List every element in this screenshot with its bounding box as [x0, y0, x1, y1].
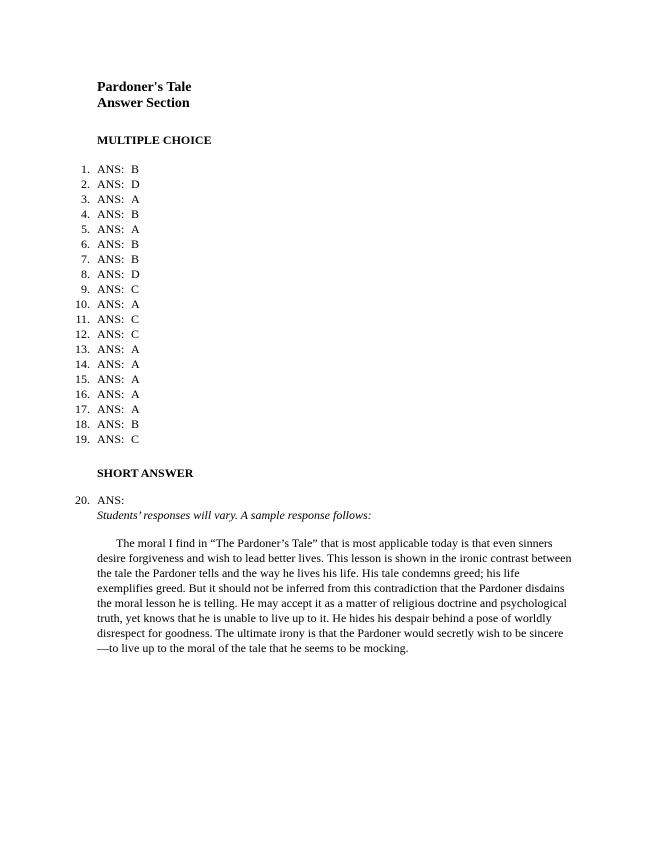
answer-label: ANS: — [97, 252, 125, 266]
short-answer-heading: SHORT ANSWER — [97, 466, 194, 480]
question-number: 16. — [75, 387, 90, 401]
question-number: 11. — [75, 312, 90, 326]
answer-value: C — [131, 327, 140, 341]
answer-row — [0, 192, 663, 207]
answer-label: ANS: — [97, 177, 125, 191]
answer-value: A — [131, 372, 140, 386]
multiple-choice-list — [0, 162, 663, 447]
answer-row — [0, 177, 663, 192]
answer-row — [0, 282, 663, 297]
answer-value: C — [131, 432, 140, 446]
answer-row — [0, 432, 663, 447]
answer-label: ANS: — [97, 282, 125, 296]
document-title-block — [97, 80, 192, 112]
answer-value: D — [131, 177, 140, 191]
answer-label: ANS: — [97, 222, 125, 236]
answer-row — [0, 417, 663, 432]
answer-value: D — [131, 267, 140, 281]
answer-row — [0, 267, 663, 282]
document-title: Pardoner's Tale — [97, 80, 192, 95]
answer-value: C — [131, 282, 140, 296]
answer-value: B — [131, 417, 140, 431]
question-number: 3. — [81, 192, 90, 206]
answer-value: B — [131, 252, 140, 266]
question-number: 1. — [81, 162, 90, 176]
answer-row — [0, 402, 663, 417]
question-number: 9. — [81, 282, 90, 296]
question-number: 5. — [81, 222, 90, 236]
question-number: 2. — [81, 177, 90, 191]
answer-row — [0, 162, 663, 177]
answer-row — [0, 387, 663, 402]
answer-label: ANS: — [97, 387, 125, 401]
answer-label: ANS: — [97, 297, 125, 311]
answer-label: ANS: — [97, 237, 125, 251]
question-number: 19. — [75, 432, 90, 446]
multiple-choice-heading: MULTIPLE CHOICE — [97, 133, 212, 147]
answer-row — [0, 372, 663, 387]
answer-row — [0, 222, 663, 237]
question-number: 4. — [81, 207, 90, 221]
answer-value: B — [131, 207, 140, 221]
response-note: Students’ responses will vary. A sample response follows: — [97, 508, 372, 522]
answer-value: B — [131, 237, 140, 251]
answer-label: ANS: — [97, 192, 125, 206]
answer-label: ANS: — [97, 267, 125, 281]
answer-value: A — [131, 402, 140, 416]
answer-value: A — [131, 387, 140, 401]
answer-label: ANS: — [97, 207, 125, 221]
question-number: 13. — [75, 342, 90, 356]
answer-label: ANS: — [97, 432, 125, 446]
answer-value: C — [131, 312, 140, 326]
answer-value: A — [131, 297, 140, 311]
answer-label: ANS: — [97, 327, 125, 341]
answer-row — [0, 252, 663, 267]
question-number: 10. — [75, 297, 90, 311]
sample-response: The moral I find in “The Pardoner’s Tale” that is most applicable today is that even sinners desire forgiveness and wish to lead better lives. This lesson is shown in the ironic contrast between the tale the Pardoner tells and the way he lives his life. His tale condemns greed; his life exemplifies greed. But it should not be inferred from this contradiction that the Pardoner disdains the moral lesson he is telling. He may accept it as a matter of religious doctrine and psychological truth, yet knows that he is unable to live up to it. He hides his despair behind a pose of worldly disrespect for goodness. The ultimate irony is that the Pardoner would secretly wish to be sincere—to live up to the moral of the tale that he seems to be mocking. — [97, 536, 572, 655]
question-number: 20. — [75, 493, 90, 507]
answer-value: A — [131, 342, 140, 356]
answer-label: ANS: — [97, 162, 125, 176]
answer-value: A — [131, 222, 140, 236]
answer-row — [0, 312, 663, 327]
answer-value: B — [131, 162, 140, 176]
answer-row — [0, 342, 663, 357]
answer-row — [0, 327, 663, 342]
question-number: 14. — [75, 357, 90, 371]
answer-label: ANS: — [97, 357, 125, 371]
question-number: 18. — [75, 417, 90, 431]
answer-row — [0, 207, 663, 222]
answer-value: A — [131, 357, 140, 371]
answer-label: ANS: — [97, 402, 125, 416]
question-number: 8. — [81, 267, 90, 281]
answer-label: ANS: — [97, 417, 125, 431]
question-number: 17. — [75, 402, 90, 416]
question-number: 12. — [75, 327, 90, 341]
answer-label: ANS: — [97, 312, 125, 326]
answer-row — [0, 297, 663, 312]
question-number: 7. — [81, 252, 90, 266]
answer-label: ANS: — [97, 342, 125, 356]
answer-row — [0, 357, 663, 372]
answer-row — [0, 237, 663, 252]
question-number: 15. — [75, 372, 90, 386]
document-subtitle: Answer Section — [97, 96, 190, 111]
question-number: 6. — [81, 237, 90, 251]
answer-label: ANS: — [97, 372, 125, 386]
answer-value: A — [131, 192, 140, 206]
answer-label: ANS: — [97, 493, 125, 507]
